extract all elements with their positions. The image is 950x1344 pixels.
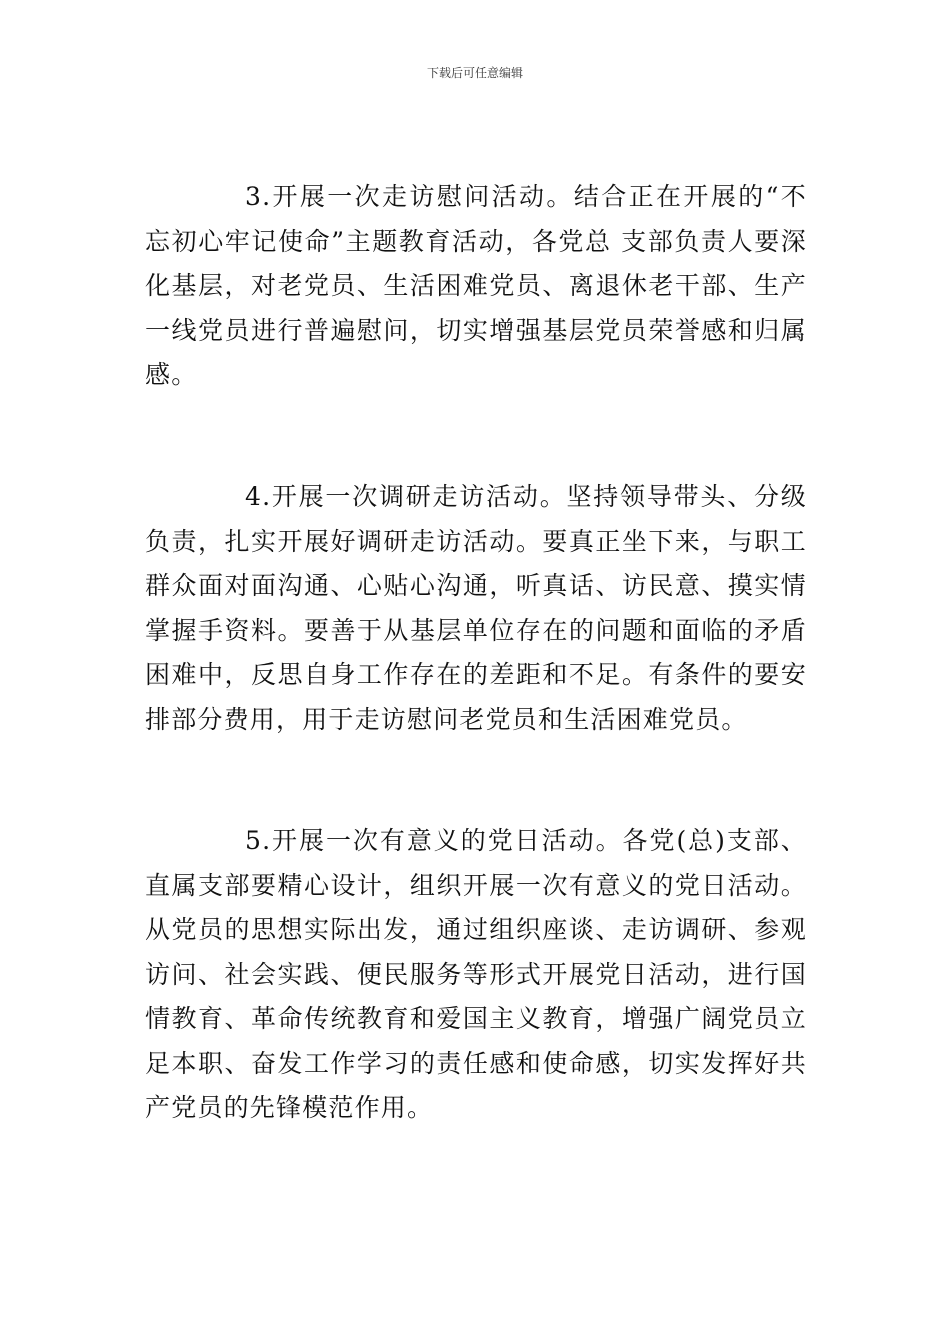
paragraph-item-3: 3.开展一次走访慰问活动。结合正在开展的“不忘初心牢记使命”主题教育活动，各党总 支部负责人要深化基层，对老党员、生活困难党员、离退休老干部、生产一线党员进行普遍慰问，切实增强基层党员荣誉感和归属感。: [145, 182, 807, 389]
paragraph-item-4: 4.开展一次调研走访活动。坚持领导带头、分级负责，扎实开展好调研走访活动。要真正坐下来，与职工群众面对面沟通、心贴心沟通，听真话、访民意、摸实情掌握手资料。要善于从基层单位存在的问题和面临的矛盾困难中，反思自身工作存在的差距和不足。有条件的要安排部分费用，用于走访慰问老党员和生活困难党员。: [145, 482, 807, 734]
page-header: 下载后可任意编辑: [426, 66, 523, 80]
paragraph-item-5: 5.开展一次有意义的党日活动。各党(总)支部、直属支部要精心设计，组织开展一次有意义的党日活动。从党员的思想实际出发，通过组织座谈、走访调研、参观访问、社会实践、便民服务等形式开展党日活动，进行国情教育、革命传统教育和爱国主义教育，增强广阔党员立足本职、奋发工作学习的责任感和使命感，切实发挥好共产党员的先锋模范作用。: [145, 826, 807, 1122]
